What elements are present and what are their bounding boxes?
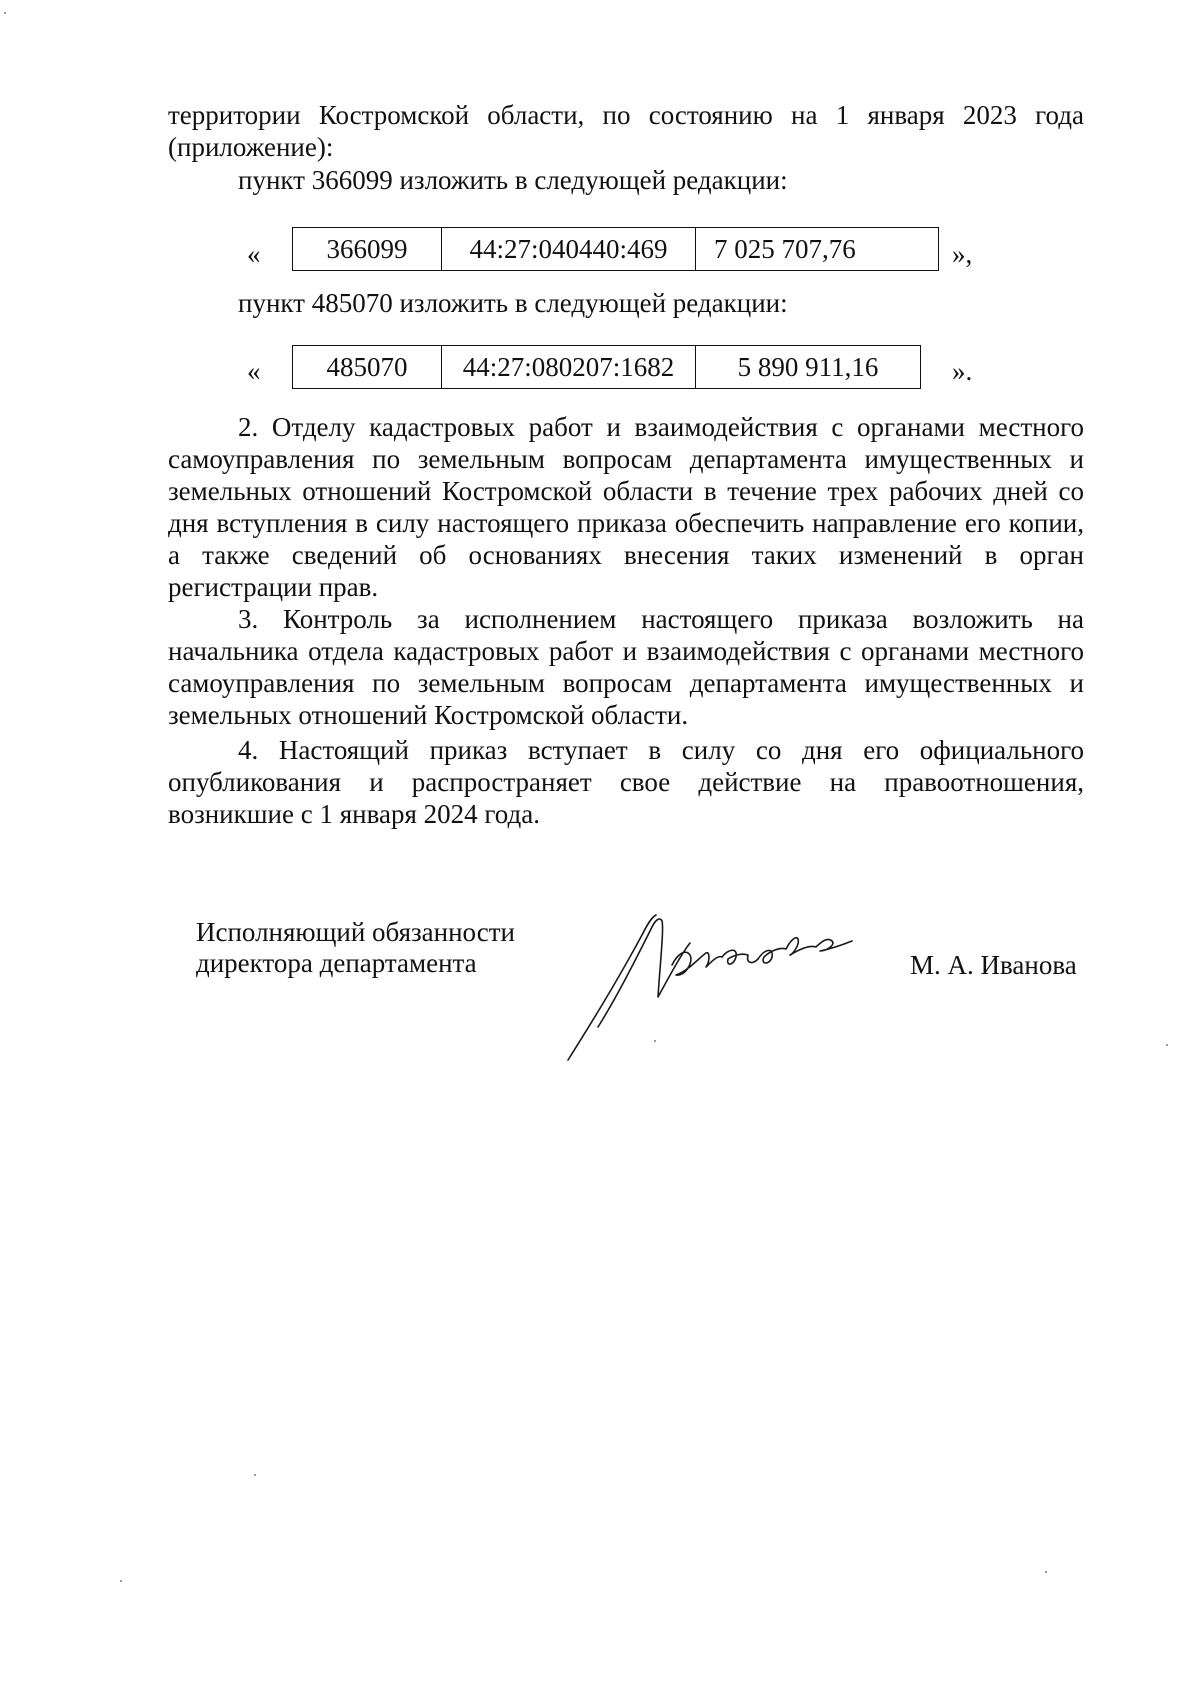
point2-intro: пункт 485070 изложить в следующей редакции: [238, 288, 788, 318]
item-number-cell: 366099 [293, 228, 442, 271]
scan-speck [654, 1040, 656, 1042]
table-row [293, 346, 921, 389]
cadastral-number-cell: 44:27:040440:469 [442, 228, 696, 271]
cadastral-table-row2 [292, 345, 921, 389]
point1-intro: пункт 366099 изложить в следующей редакции: [238, 165, 788, 195]
intro-paragraph: территории Костромской области, по состоянию на 1 января 2023 года (приложение): [168, 100, 1084, 162]
section-3-paragraph: 3. Контроль за исполнением настоящего приказа возложить на начальника отдела кадастровых работ и взаимодействия с органами местного самоуправления по земельным вопросам департамента имущественных и земельных отношений Костромской области. [168, 604, 1084, 730]
row2-open-quote: « [247, 356, 261, 386]
section-4-paragraph: 4. Настоящий приказ вступает в силу со дня его официального опубликования и распространяет свое действие на правоотношения, возникшие с 1 января 2024 года. [168, 735, 1084, 829]
row2-close-quote: ». [952, 356, 973, 386]
scan-speck [120, 1580, 122, 1582]
signatory-name: М. А. Иванова [910, 950, 1077, 980]
signatory-title [196, 917, 515, 979]
signatory-title-line2: директора департамента [196, 948, 477, 978]
row1-open-quote: « [247, 239, 261, 269]
cadastral-value-cell: 7 025 707,76 [696, 228, 939, 271]
scan-speck [1045, 1571, 1047, 1573]
row1-close-quote: », [952, 239, 973, 269]
cadastral-number-cell: 44:27:080207:1682 [442, 346, 696, 389]
scan-speck [1166, 1044, 1168, 1046]
cadastral-value-cell: 5 890 911,16 [696, 346, 921, 389]
cadastral-table-row1 [292, 227, 939, 271]
section-2-paragraph: 2. Отделу кадастровых работ и взаимодействия с органами местного самоуправления по земельным вопросам департамента имущественных и земельных отношений Костромской области в течение трех рабочих дней со дня вступления в силу настоящего приказа обеспечить направление его копии, а также сведений об основаниях внесения таких изменений в орган регистрации прав. [168, 412, 1084, 602]
handwritten-signature [560, 905, 880, 1065]
signatory-title-line1: Исполняющий обязанности [196, 917, 515, 947]
scan-speck [254, 1474, 256, 1476]
item-number-cell: 485070 [293, 346, 442, 389]
scan-speck [4, 12, 6, 14]
table-row [293, 228, 939, 271]
